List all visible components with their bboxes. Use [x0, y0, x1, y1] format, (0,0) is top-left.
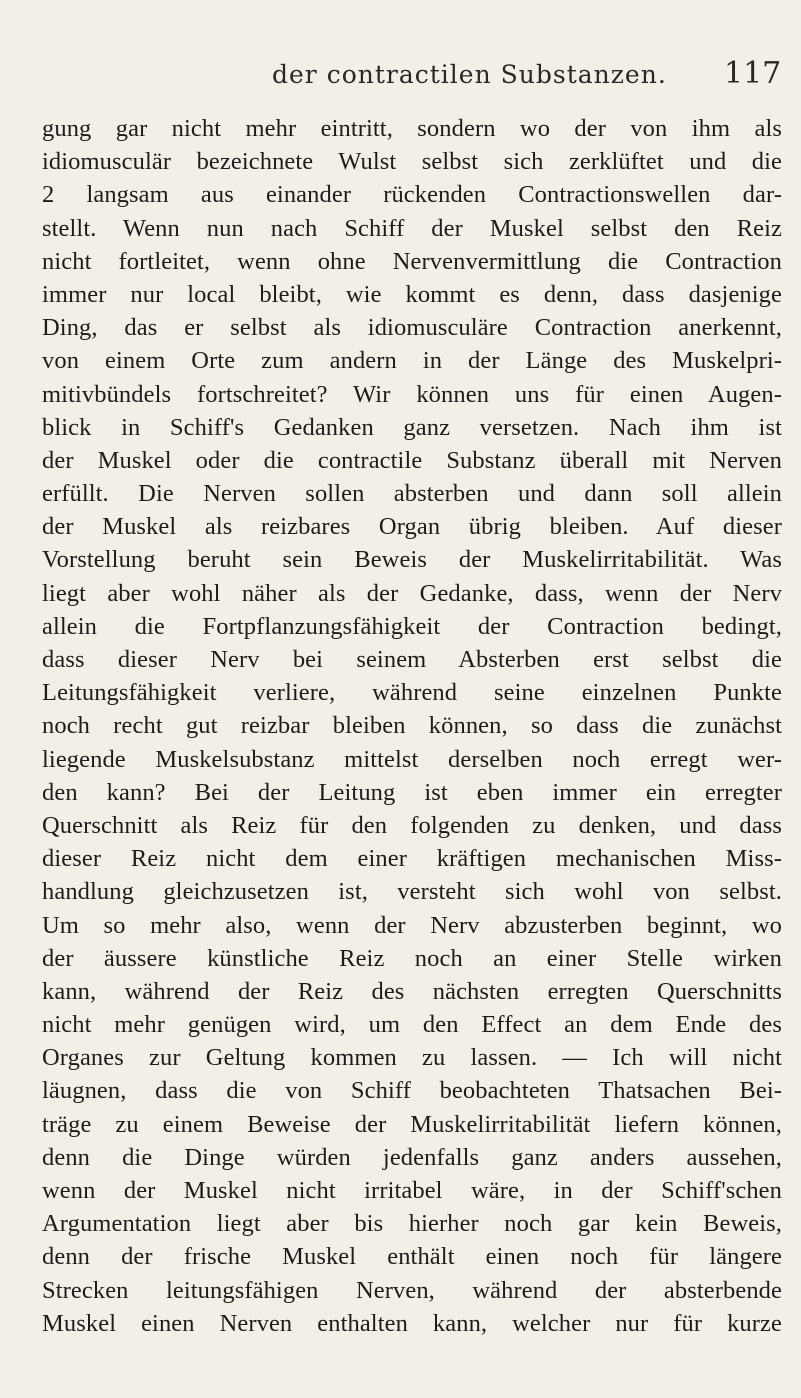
text-line: Argumentation liegt aber bis hierher noch gar kein Beweis,: [42, 1210, 782, 1238]
text-line: gung gar nicht mehr eintritt, sondern wo der von ihm als: [42, 115, 782, 142]
page-header: [272, 56, 792, 100]
text-line: kann, während der Reiz des nächsten erregten Querschnitts: [42, 977, 782, 1005]
text-line: Querschnitt als Reiz für den folgenden zu denken, und dass: [42, 811, 782, 839]
text-line: noch recht gut reizbar bleiben können, so dass die zunächst: [42, 712, 782, 740]
text-line: denn der frische Muskel enthält einen noch für längere: [42, 1243, 782, 1271]
text-line: wenn der Muskel nicht irritabel wäre, in der Schiff'schen: [42, 1177, 782, 1204]
text-line: allein die Fortpflanzungsfähigkeit der Contraction bedingt,: [42, 612, 782, 640]
text-line: der äussere künstliche Reiz noch an einer Stelle wirken: [42, 944, 782, 972]
text-line: handlung gleichzusetzen ist, versteht sich wohl von selbst.: [42, 878, 782, 906]
text-line: denn die Dinge würden jedenfalls ganz anders aussehen,: [42, 1143, 782, 1171]
running-title: der contractilen Substanzen.: [272, 60, 667, 89]
text-line: idiomusculär bezeichnete Wulst selbst sich zerklüftet und die: [42, 148, 782, 176]
text-line: dieser Reiz nicht dem einer kräftigen mechanischen Miss-: [42, 845, 782, 873]
text-line: stellt. Wenn nun nach Schiff der Muskel selbst den Reiz: [42, 214, 782, 242]
text-line: von einem Orte zum andern in der Länge des Muskelpri-: [42, 347, 782, 375]
page-number: 117: [724, 56, 782, 91]
body-text: [42, 112, 782, 1340]
text-line: träge zu einem Beweise der Muskelirritabilität liefern können,: [42, 1110, 782, 1138]
text-line: Muskel einen Nerven enthalten kann, welcher nur für kurze: [42, 1309, 782, 1337]
text-line: liegt aber wohl näher als der Gedanke, dass, wenn der Nerv: [42, 579, 782, 607]
text-line: immer nur local bleibt, wie kommt es denn, dass dasjenige: [42, 280, 782, 308]
text-line: den kann? Bei der Leitung ist eben immer ein erregter: [42, 778, 782, 806]
text-line: mitivbündels fortschreitet? Wir können uns für einen Augen-: [42, 380, 782, 408]
text-line: blick in Schiff's Gedanken ganz versetzen. Nach ihm ist: [42, 413, 782, 441]
text-line: Ding, das er selbst als idiomusculäre Contraction anerkennt,: [42, 314, 782, 342]
text-line: der Muskel oder die contractile Substanz überall mit Nerven: [42, 446, 782, 474]
text-line: 2 langsam aus einander rückenden Contractionswellen dar-: [42, 181, 782, 209]
text-line: Um so mehr also, wenn der Nerv abzusterben beginnt, wo: [42, 911, 782, 939]
text-line: liegende Muskelsubstanz mittelst derselben noch erregt wer-: [42, 745, 782, 773]
text-line: Vorstellung beruht sein Beweis der Muskelirritabilität. Was: [42, 546, 782, 574]
text-line: dass dieser Nerv bei seinem Absterben erst selbst die: [42, 646, 782, 673]
text-line: nicht fortleitet, wenn ohne Nervenvermittlung die Contraction: [42, 247, 782, 275]
text-line: Strecken leitungsfähigen Nerven, während der absterbende: [42, 1276, 782, 1304]
text-line: nicht mehr genügen wird, um den Effect an dem Ende des: [42, 1011, 782, 1039]
text-line: läugnen, dass die von Schiff beobachteten Thatsachen Bei-: [42, 1077, 782, 1105]
text-line: der Muskel als reizbares Organ übrig bleiben. Auf dieser: [42, 513, 782, 541]
text-line: erfüllt. Die Nerven sollen absterben und dann soll allein: [42, 480, 782, 508]
text-line: Organes zur Geltung kommen zu lassen. — Ich will nicht: [42, 1044, 782, 1072]
text-line: Leitungsfähigkeit verliere, während seine einzelnen Punkte: [42, 679, 782, 707]
